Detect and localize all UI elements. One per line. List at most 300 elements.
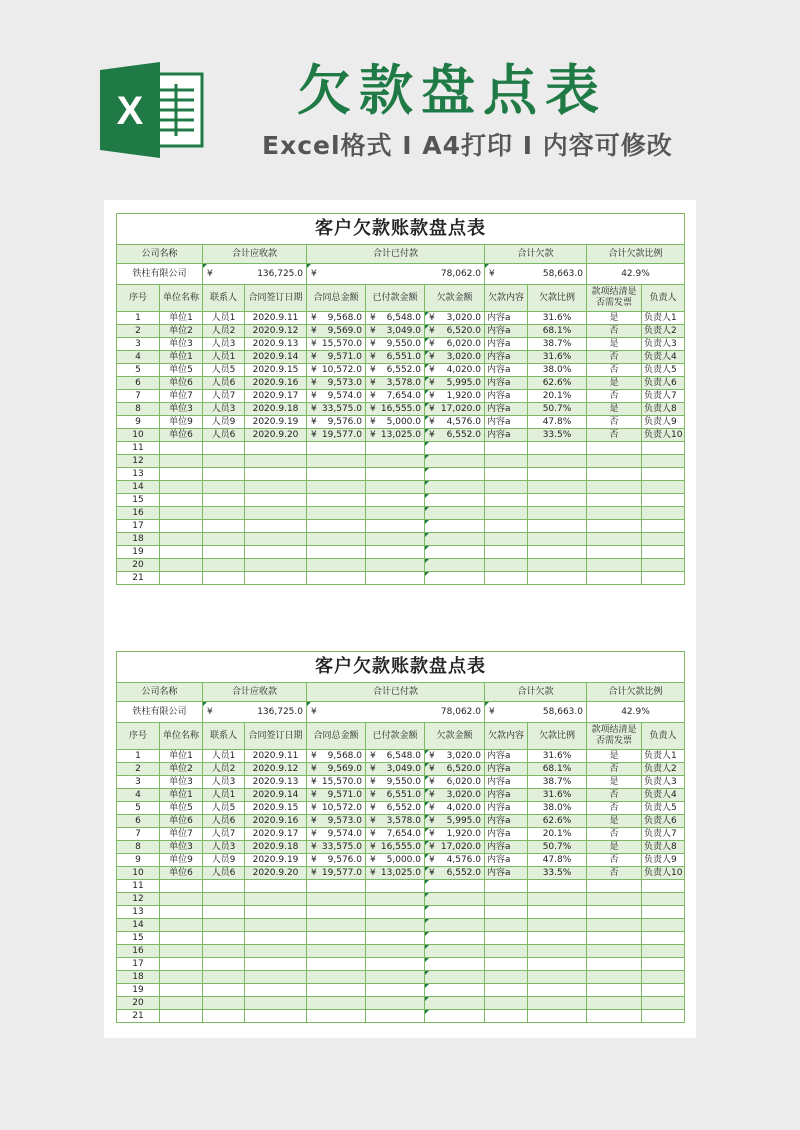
table-cell[interactable]: 负责人10 <box>642 429 685 442</box>
row-number[interactable]: 19 <box>117 984 160 997</box>
table-title[interactable]: 客户欠款账款盘点表 <box>117 214 685 245</box>
empty-cell[interactable] <box>587 945 642 958</box>
table-cell[interactable]: 内容a <box>485 828 528 841</box>
table-cell[interactable]: 人员7 <box>203 828 245 841</box>
empty-cell[interactable] <box>203 533 245 546</box>
table-cell[interactable]: 否 <box>587 429 642 442</box>
empty-cell[interactable] <box>587 971 642 984</box>
amount-cell[interactable] <box>425 325 485 338</box>
empty-cell[interactable] <box>528 971 587 984</box>
table-cell[interactable]: 内容a <box>485 325 528 338</box>
table-cell[interactable]: 单位7 <box>160 390 203 403</box>
amount-cell[interactable] <box>425 403 485 416</box>
empty-cell[interactable] <box>425 572 485 585</box>
amount-cell[interactable] <box>366 750 425 763</box>
table-cell[interactable]: 否 <box>587 351 642 364</box>
table-cell[interactable]: 31.6% <box>528 351 587 364</box>
amount-cell[interactable] <box>307 815 366 828</box>
empty-cell[interactable] <box>485 893 528 906</box>
empty-cell[interactable] <box>642 893 685 906</box>
row-number[interactable]: 20 <box>117 559 160 572</box>
table-title[interactable]: 客户欠款账款盘点表 <box>117 652 685 683</box>
column-header[interactable]: 合同总金额 <box>307 723 366 750</box>
empty-table-row[interactable] <box>117 1010 685 1023</box>
amount-cell[interactable] <box>307 364 366 377</box>
empty-cell[interactable] <box>642 997 685 1010</box>
column-header[interactable]: 单位名称 <box>160 285 203 312</box>
empty-cell[interactable] <box>587 520 642 533</box>
table-cell[interactable]: 2020.9.15 <box>245 364 307 377</box>
table-cell[interactable]: 负责人10 <box>642 867 685 880</box>
empty-cell[interactable] <box>485 919 528 932</box>
empty-cell[interactable] <box>587 984 642 997</box>
table-cell[interactable]: 负责人5 <box>642 802 685 815</box>
empty-cell[interactable] <box>366 906 425 919</box>
empty-cell[interactable] <box>307 906 366 919</box>
table-cell[interactable]: 单位3 <box>160 776 203 789</box>
empty-cell[interactable] <box>528 546 587 559</box>
empty-cell[interactable] <box>587 507 642 520</box>
table-cell[interactable]: 2020.9.11 <box>245 312 307 325</box>
table-cell[interactable]: 68.1% <box>528 325 587 338</box>
table-row[interactable] <box>117 429 685 442</box>
empty-cell[interactable] <box>245 533 307 546</box>
table-cell[interactable]: 负责人6 <box>642 815 685 828</box>
table-row[interactable] <box>117 763 685 776</box>
empty-cell[interactable] <box>160 1010 203 1023</box>
table-cell[interactable]: 31.6% <box>528 750 587 763</box>
empty-cell[interactable] <box>587 1010 642 1023</box>
table-cell[interactable]: 20.1% <box>528 390 587 403</box>
table-cell[interactable]: 单位9 <box>160 416 203 429</box>
table-cell[interactable]: 单位9 <box>160 854 203 867</box>
table-cell[interactable]: 2 <box>117 325 160 338</box>
table-cell[interactable]: 负责人2 <box>642 325 685 338</box>
amount-cell[interactable] <box>307 377 366 390</box>
table-cell[interactable]: 人员1 <box>203 750 245 763</box>
amount-cell[interactable] <box>425 763 485 776</box>
empty-cell[interactable] <box>307 880 366 893</box>
empty-cell[interactable] <box>425 533 485 546</box>
table-cell[interactable]: 2020.9.18 <box>245 403 307 416</box>
empty-cell[interactable] <box>366 572 425 585</box>
empty-cell[interactable] <box>642 481 685 494</box>
table-row[interactable] <box>117 841 685 854</box>
table-cell[interactable]: 9 <box>117 854 160 867</box>
empty-cell[interactable] <box>307 997 366 1010</box>
column-header[interactable]: 款项结清是否需发票 <box>587 723 642 750</box>
empty-cell[interactable] <box>160 559 203 572</box>
empty-cell[interactable] <box>203 880 245 893</box>
amount-cell[interactable] <box>425 750 485 763</box>
table-cell[interactable]: 50.7% <box>528 841 587 854</box>
empty-cell[interactable] <box>485 880 528 893</box>
empty-cell[interactable] <box>245 494 307 507</box>
empty-table-row[interactable] <box>117 559 685 572</box>
empty-cell[interactable] <box>307 919 366 932</box>
table-cell[interactable]: 内容a <box>485 867 528 880</box>
empty-cell[interactable] <box>485 455 528 468</box>
table-cell[interactable]: 否 <box>587 828 642 841</box>
column-header[interactable]: 负责人 <box>642 723 685 750</box>
empty-cell[interactable] <box>587 481 642 494</box>
table-cell[interactable]: 38.0% <box>528 802 587 815</box>
table-cell[interactable]: 2 <box>117 763 160 776</box>
table-cell[interactable]: 负责人7 <box>642 390 685 403</box>
empty-cell[interactable] <box>245 945 307 958</box>
empty-cell[interactable] <box>642 533 685 546</box>
row-number[interactable]: 19 <box>117 546 160 559</box>
amount-cell[interactable] <box>425 390 485 403</box>
empty-cell[interactable] <box>528 520 587 533</box>
empty-cell[interactable] <box>245 507 307 520</box>
empty-table-row[interactable] <box>117 919 685 932</box>
table-cell[interactable]: 人员7 <box>203 390 245 403</box>
table-cell[interactable]: 单位7 <box>160 828 203 841</box>
amount-cell[interactable] <box>425 841 485 854</box>
empty-cell[interactable] <box>203 442 245 455</box>
owed-ratio-header[interactable]: 合计欠款比例 <box>587 683 685 702</box>
empty-cell[interactable] <box>485 546 528 559</box>
table-cell[interactable]: 62.6% <box>528 377 587 390</box>
table-cell[interactable]: 31.6% <box>528 789 587 802</box>
empty-cell[interactable] <box>245 442 307 455</box>
empty-cell[interactable] <box>587 958 642 971</box>
row-number[interactable]: 14 <box>117 919 160 932</box>
amount-cell[interactable] <box>366 416 425 429</box>
empty-cell[interactable] <box>160 520 203 533</box>
empty-cell[interactable] <box>642 520 685 533</box>
table-cell[interactable]: 负责人5 <box>642 364 685 377</box>
empty-cell[interactable] <box>587 546 642 559</box>
empty-table-row[interactable] <box>117 893 685 906</box>
empty-cell[interactable] <box>160 893 203 906</box>
table-cell[interactable]: 负责人4 <box>642 351 685 364</box>
table-cell[interactable]: 负责人3 <box>642 338 685 351</box>
table-cell[interactable]: 单位1 <box>160 750 203 763</box>
empty-cell[interactable] <box>587 919 642 932</box>
table-cell[interactable]: 3 <box>117 338 160 351</box>
table-cell[interactable]: 9 <box>117 416 160 429</box>
table-cell[interactable]: 负责人7 <box>642 828 685 841</box>
empty-table-row[interactable] <box>117 455 685 468</box>
table-cell[interactable]: 是 <box>587 377 642 390</box>
amount-cell[interactable] <box>366 854 425 867</box>
empty-cell[interactable] <box>307 572 366 585</box>
table-cell[interactable]: 单位6 <box>160 815 203 828</box>
empty-cell[interactable] <box>425 1010 485 1023</box>
empty-cell[interactable] <box>366 455 425 468</box>
table-cell[interactable]: 负责人6 <box>642 377 685 390</box>
empty-cell[interactable] <box>587 932 642 945</box>
empty-cell[interactable] <box>307 468 366 481</box>
amount-cell[interactable] <box>366 351 425 364</box>
empty-cell[interactable] <box>245 997 307 1010</box>
empty-cell[interactable] <box>160 546 203 559</box>
empty-cell[interactable] <box>642 958 685 971</box>
column-header[interactable]: 款项结清是否需发票 <box>587 285 642 312</box>
column-header[interactable]: 合同总金额 <box>307 285 366 312</box>
table-cell[interactable]: 内容a <box>485 763 528 776</box>
empty-cell[interactable] <box>160 494 203 507</box>
amount-cell[interactable] <box>366 789 425 802</box>
table-cell[interactable]: 50.7% <box>528 403 587 416</box>
table-cell[interactable]: 否 <box>587 867 642 880</box>
table-cell[interactable]: 是 <box>587 403 642 416</box>
table-cell[interactable]: 人员1 <box>203 351 245 364</box>
table-cell[interactable]: 是 <box>587 841 642 854</box>
table-cell[interactable]: 否 <box>587 854 642 867</box>
empty-cell[interactable] <box>587 455 642 468</box>
empty-cell[interactable] <box>366 507 425 520</box>
table-cell[interactable]: 人员1 <box>203 312 245 325</box>
empty-cell[interactable] <box>425 906 485 919</box>
empty-cell[interactable] <box>425 455 485 468</box>
empty-cell[interactable] <box>366 442 425 455</box>
empty-cell[interactable] <box>203 494 245 507</box>
table-cell[interactable]: 38.7% <box>528 776 587 789</box>
empty-cell[interactable] <box>425 945 485 958</box>
table-cell[interactable]: 1 <box>117 312 160 325</box>
table-row[interactable] <box>117 815 685 828</box>
empty-cell[interactable] <box>307 971 366 984</box>
empty-cell[interactable] <box>485 468 528 481</box>
empty-cell[interactable] <box>485 958 528 971</box>
empty-cell[interactable] <box>307 932 366 945</box>
empty-cell[interactable] <box>307 455 366 468</box>
table-cell[interactable]: 62.6% <box>528 815 587 828</box>
amount-cell[interactable] <box>307 776 366 789</box>
empty-cell[interactable] <box>528 455 587 468</box>
amount-cell[interactable] <box>307 403 366 416</box>
company-name[interactable]: 铁柱有限公司 <box>117 264 203 285</box>
column-header[interactable]: 欠款内容 <box>485 285 528 312</box>
total-receivable[interactable] <box>203 264 307 285</box>
table-cell[interactable]: 内容a <box>485 416 528 429</box>
table-cell[interactable]: 2020.9.20 <box>245 429 307 442</box>
row-number[interactable]: 16 <box>117 507 160 520</box>
table-row[interactable] <box>117 377 685 390</box>
empty-table-row[interactable] <box>117 546 685 559</box>
column-header[interactable]: 单位名称 <box>160 723 203 750</box>
empty-cell[interactable] <box>366 468 425 481</box>
empty-cell[interactable] <box>245 971 307 984</box>
empty-cell[interactable] <box>203 906 245 919</box>
table-cell[interactable]: 负责人1 <box>642 750 685 763</box>
amount-cell[interactable] <box>425 802 485 815</box>
empty-cell[interactable] <box>203 546 245 559</box>
table-cell[interactable]: 否 <box>587 416 642 429</box>
amount-cell[interactable] <box>366 429 425 442</box>
table-cell[interactable]: 5 <box>117 802 160 815</box>
empty-cell[interactable] <box>203 1010 245 1023</box>
row-number[interactable]: 12 <box>117 455 160 468</box>
empty-cell[interactable] <box>528 559 587 572</box>
empty-table-row[interactable] <box>117 971 685 984</box>
empty-cell[interactable] <box>425 919 485 932</box>
empty-cell[interactable] <box>307 546 366 559</box>
amount-cell[interactable] <box>366 815 425 828</box>
empty-cell[interactable] <box>366 971 425 984</box>
total-paid-header[interactable]: 合计已付款 <box>307 683 485 702</box>
empty-cell[interactable] <box>642 494 685 507</box>
amount-cell[interactable] <box>425 429 485 442</box>
empty-cell[interactable] <box>642 572 685 585</box>
empty-cell[interactable] <box>587 906 642 919</box>
empty-cell[interactable] <box>587 533 642 546</box>
empty-cell[interactable] <box>425 520 485 533</box>
amount-cell[interactable] <box>366 841 425 854</box>
total-receivable-header[interactable]: 合计应收款 <box>203 245 307 264</box>
empty-table-row[interactable] <box>117 481 685 494</box>
table-cell[interactable]: 38.7% <box>528 338 587 351</box>
empty-cell[interactable] <box>528 1010 587 1023</box>
empty-cell[interactable] <box>642 546 685 559</box>
empty-cell[interactable] <box>245 572 307 585</box>
column-header[interactable]: 联系人 <box>203 285 245 312</box>
empty-cell[interactable] <box>587 880 642 893</box>
row-number[interactable]: 11 <box>117 880 160 893</box>
table-cell[interactable]: 是 <box>587 338 642 351</box>
empty-cell[interactable] <box>366 893 425 906</box>
table-cell[interactable]: 负责人9 <box>642 416 685 429</box>
empty-cell[interactable] <box>485 520 528 533</box>
table-row[interactable] <box>117 416 685 429</box>
amount-cell[interactable] <box>307 867 366 880</box>
empty-cell[interactable] <box>366 559 425 572</box>
table-row[interactable] <box>117 789 685 802</box>
table-cell[interactable]: 4 <box>117 789 160 802</box>
table-cell[interactable]: 内容a <box>485 854 528 867</box>
table-cell[interactable]: 单位5 <box>160 364 203 377</box>
row-number[interactable]: 18 <box>117 971 160 984</box>
row-number[interactable]: 16 <box>117 945 160 958</box>
table-cell[interactable]: 人员1 <box>203 789 245 802</box>
empty-table-row[interactable] <box>117 932 685 945</box>
amount-cell[interactable] <box>366 338 425 351</box>
empty-cell[interactable] <box>366 533 425 546</box>
table-cell[interactable]: 单位6 <box>160 867 203 880</box>
table-cell[interactable]: 7 <box>117 828 160 841</box>
empty-cell[interactable] <box>425 546 485 559</box>
column-header[interactable]: 欠款比例 <box>528 723 587 750</box>
empty-cell[interactable] <box>366 1010 425 1023</box>
empty-cell[interactable] <box>642 919 685 932</box>
total-paid-header[interactable]: 合计已付款 <box>307 245 485 264</box>
table-cell[interactable]: 否 <box>587 789 642 802</box>
empty-cell[interactable] <box>366 481 425 494</box>
table-cell[interactable]: 人员2 <box>203 325 245 338</box>
empty-cell[interactable] <box>485 984 528 997</box>
empty-cell[interactable] <box>307 507 366 520</box>
table-cell[interactable]: 2020.9.12 <box>245 325 307 338</box>
empty-cell[interactable] <box>587 442 642 455</box>
empty-cell[interactable] <box>642 906 685 919</box>
empty-cell[interactable] <box>485 533 528 546</box>
empty-cell[interactable] <box>485 997 528 1010</box>
empty-cell[interactable] <box>528 919 587 932</box>
table-cell[interactable]: 2020.9.13 <box>245 776 307 789</box>
table-row[interactable] <box>117 802 685 815</box>
empty-cell[interactable] <box>425 997 485 1010</box>
empty-cell[interactable] <box>528 481 587 494</box>
column-header[interactable]: 联系人 <box>203 723 245 750</box>
empty-cell[interactable] <box>366 494 425 507</box>
table-cell[interactable]: 内容a <box>485 312 528 325</box>
row-number[interactable]: 13 <box>117 906 160 919</box>
table-cell[interactable]: 38.0% <box>528 364 587 377</box>
table-cell[interactable]: 2020.9.17 <box>245 390 307 403</box>
empty-cell[interactable] <box>485 1010 528 1023</box>
table-cell[interactable]: 内容a <box>485 789 528 802</box>
table-cell[interactable]: 负责人8 <box>642 403 685 416</box>
amount-cell[interactable] <box>366 403 425 416</box>
empty-table-row[interactable] <box>117 958 685 971</box>
table-cell[interactable]: 内容a <box>485 377 528 390</box>
table-cell[interactable]: 人员3 <box>203 776 245 789</box>
table-cell[interactable]: 人员3 <box>203 841 245 854</box>
empty-cell[interactable] <box>642 932 685 945</box>
empty-cell[interactable] <box>642 455 685 468</box>
table-cell[interactable]: 人员3 <box>203 403 245 416</box>
table-cell[interactable]: 人员6 <box>203 815 245 828</box>
amount-cell[interactable] <box>366 390 425 403</box>
empty-cell[interactable] <box>425 958 485 971</box>
empty-cell[interactable] <box>642 442 685 455</box>
empty-cell[interactable] <box>587 572 642 585</box>
table-cell[interactable]: 2020.9.20 <box>245 867 307 880</box>
empty-cell[interactable] <box>307 559 366 572</box>
amount-cell[interactable] <box>425 377 485 390</box>
empty-cell[interactable] <box>245 1010 307 1023</box>
empty-cell[interactable] <box>587 468 642 481</box>
empty-cell[interactable] <box>203 958 245 971</box>
empty-cell[interactable] <box>366 984 425 997</box>
row-number[interactable]: 14 <box>117 481 160 494</box>
empty-table-row[interactable] <box>117 494 685 507</box>
empty-cell[interactable] <box>587 559 642 572</box>
empty-cell[interactable] <box>245 880 307 893</box>
table-row[interactable] <box>117 351 685 364</box>
empty-cell[interactable] <box>528 468 587 481</box>
amount-cell[interactable] <box>307 802 366 815</box>
column-header[interactable]: 序号 <box>117 285 160 312</box>
amount-cell[interactable] <box>425 416 485 429</box>
column-header[interactable]: 序号 <box>117 723 160 750</box>
empty-cell[interactable] <box>528 880 587 893</box>
company-name-header[interactable]: 公司名称 <box>117 245 203 264</box>
table-cell[interactable]: 单位2 <box>160 325 203 338</box>
empty-cell[interactable] <box>485 494 528 507</box>
empty-cell[interactable] <box>307 481 366 494</box>
empty-cell[interactable] <box>528 494 587 507</box>
empty-cell[interactable] <box>528 932 587 945</box>
row-number[interactable]: 17 <box>117 520 160 533</box>
table-cell[interactable]: 负责人8 <box>642 841 685 854</box>
empty-cell[interactable] <box>307 893 366 906</box>
table-cell[interactable]: 2020.9.18 <box>245 841 307 854</box>
empty-cell[interactable] <box>160 971 203 984</box>
table-cell[interactable]: 人员9 <box>203 416 245 429</box>
table-row[interactable] <box>117 867 685 880</box>
empty-cell[interactable] <box>485 559 528 572</box>
total-receivable[interactable] <box>203 702 307 723</box>
amount-cell[interactable] <box>307 338 366 351</box>
empty-cell[interactable] <box>203 893 245 906</box>
table-cell[interactable]: 3 <box>117 776 160 789</box>
table-cell[interactable]: 单位1 <box>160 789 203 802</box>
table-cell[interactable]: 8 <box>117 403 160 416</box>
